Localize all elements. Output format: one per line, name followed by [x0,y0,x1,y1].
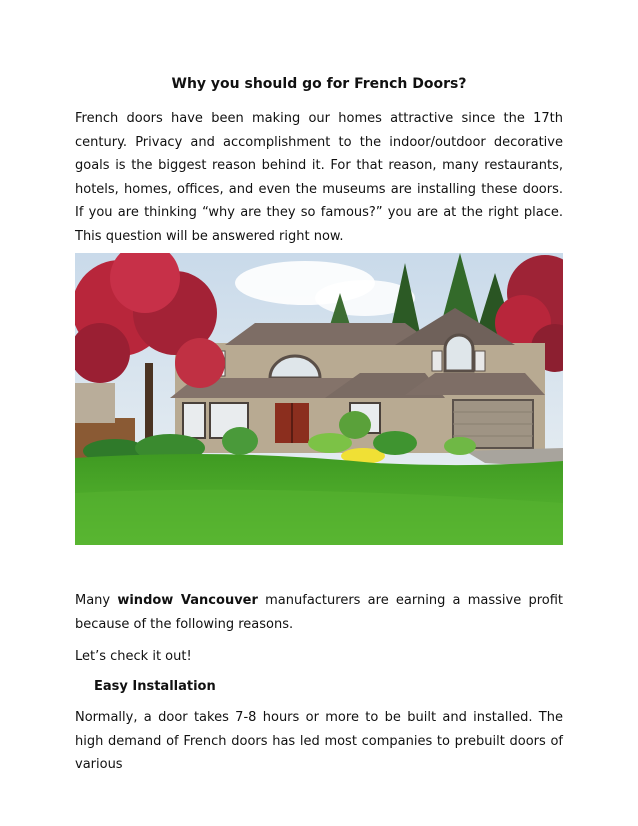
document-title: Why you should go for French Doors? [171,76,467,92]
reasons-before: Many [75,593,118,608]
reasons-after: manufacturers are earning a massive profit because of the following reasons. [75,593,564,632]
installation-paragraph: Normally, a door takes 7-8 hours or more to be built and installed. The high demand of French doors has led most companies to prebuilt doors of various [75,710,563,773]
house-illustration [75,253,563,545]
check-it-out-text: Let’s check it out! [75,649,192,664]
reasons-paragraph [75,589,563,636]
house-photo [75,253,563,545]
section-heading: Easy Installation [94,679,216,694]
keyword-link: window Vancouver [117,593,258,608]
intro-paragraph: French doors have been making our homes attractive since the 17th century. Privacy and accomplishment to the indoor/outdoor decorative goals is the biggest reason behind it. For that reason, many restaurants, hotels, homes, offices, and even the museums are installing these doors. If you are thinking “why are they so famous?” you are at the right place. This question will be answered right now. [75,111,563,244]
